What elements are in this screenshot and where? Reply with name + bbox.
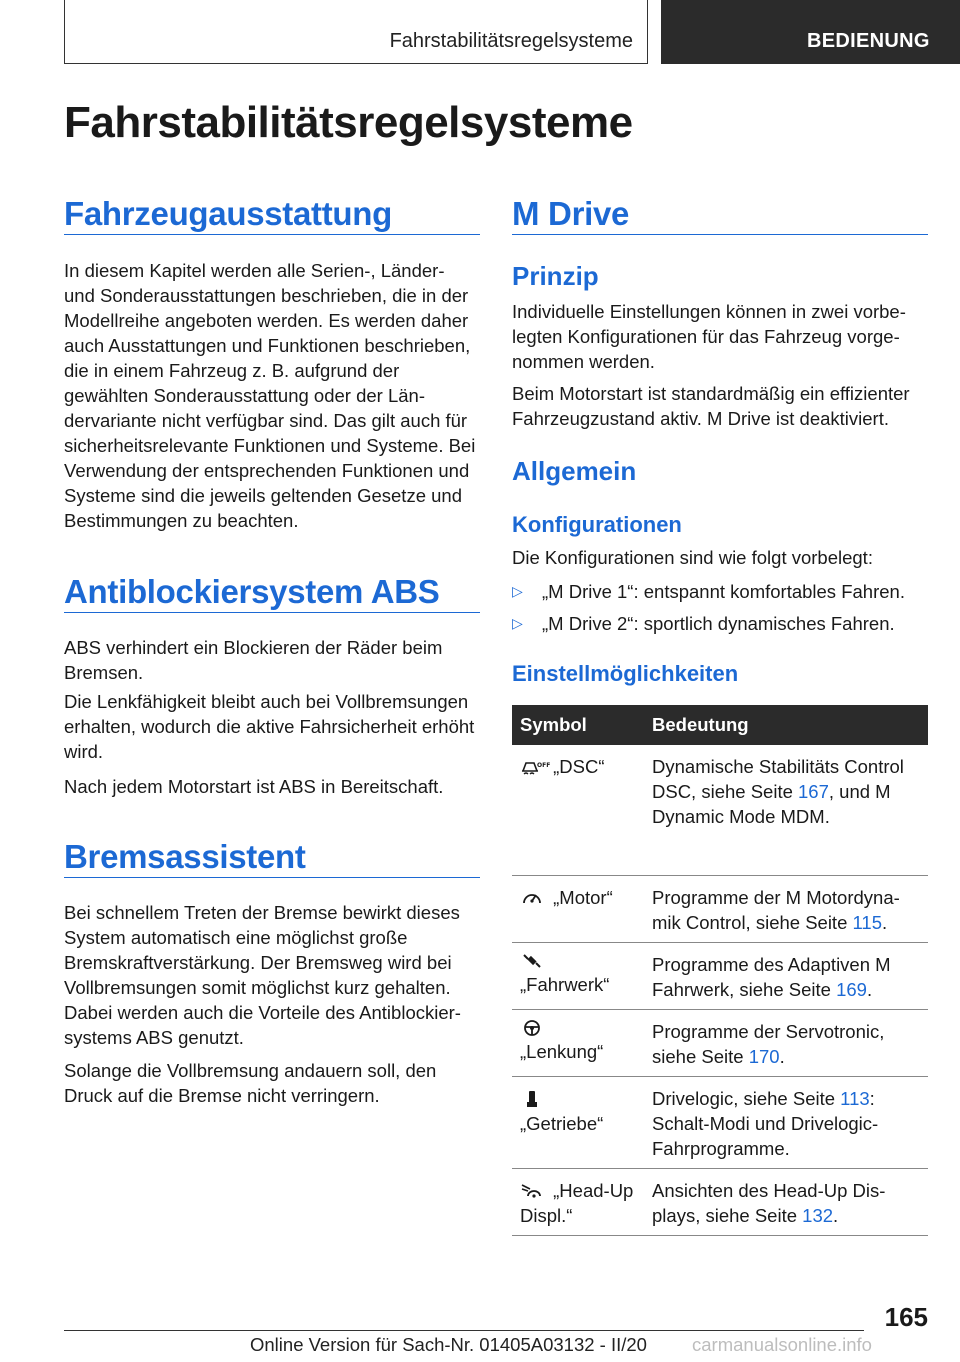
symbol-cell <box>512 1009 644 1076</box>
heading-rule <box>64 612 480 613</box>
footer-text: Online Version für Sach-Nr. 01405A03132 - II/20 <box>250 1334 647 1355</box>
heading-einstellmoeglichkeiten: Einstellmöglichkeiten <box>512 661 739 686</box>
paragraph-fahrzeugausstattung: In diesem Kapitel werden alle Serien-, Länder- und Sonderausstattungen beschrieben, die in der Modellreihe angeboten werden. Es werden daher auch Ausstattungen und Funktionen beschrieben, die in einem Fahrzeug z. B. aufgrund der gewählten Sonderausstattung oder der Ländervariante nicht verfügbar sind. Das gilt auch für sicherheitsrelevante Funktionen und Systeme. Bei Verwendung der entsprechenden Funktionen und Systeme sind die jeweils geltenden Gesetze und Bestimmungen zu beachten. <box>64 260 476 531</box>
footer-watermark: carmanualsonline.info <box>692 1334 872 1355</box>
header-chapter-label: BEDIENUNG <box>807 30 930 52</box>
paragraph-abs-2: Die Lenkfähigkeit bleibt auch bei Vollbremsungen erhalten, wodurch die aktive Fahrsicherheit erhöht wird. <box>64 691 475 762</box>
table-row <box>512 1009 928 1076</box>
list-item: ▷ „M Drive 1“: entspannt komfortables Fahren. <box>512 581 905 602</box>
meaning-cell: Dynamische Stabilitäts Control DSC, siehe Seite 167, und M Dynamic Mode MDM. <box>644 745 928 875</box>
column-header-symbol: Symbol <box>512 705 644 745</box>
table-header-row <box>512 705 928 745</box>
heading-abs: Antiblockiersystem ABS <box>64 573 440 610</box>
page-link[interactable]: 169 <box>836 978 867 1000</box>
head-up-display-icon <box>520 1182 544 1200</box>
list-item: ▷ „M Drive 2“: sportlich dynamisches Fahren. <box>512 613 895 634</box>
symbol-label: „Getriebe“ <box>520 1112 604 1134</box>
table-row <box>512 745 928 875</box>
symbol-cell <box>512 942 644 1009</box>
shock-absorber-icon <box>520 952 544 970</box>
page-link[interactable]: 170 <box>748 1045 780 1067</box>
paragraph-abs-1: ABS verhindert ein Blockieren der Räder beim Bremsen. <box>64 637 443 683</box>
heading-prinzip: Prinzip <box>512 261 599 291</box>
symbol-label: „Lenkung“ <box>520 1040 604 1062</box>
meaning-cell: Programme der Servotronic, siehe Seite 170. <box>644 1009 928 1076</box>
paragraph-konfig-intro: Die Konfigurationen sind wie folgt vorbelegt: <box>512 547 873 568</box>
settings-table <box>512 705 928 1236</box>
heading-rule <box>512 234 928 235</box>
meaning-cell: Drivelogic, siehe Seite 113: Schalt-Modi und Drivelogic-Fahrprogramme. <box>644 1076 928 1168</box>
table-row <box>512 875 928 942</box>
page-link[interactable]: 167 <box>798 781 829 802</box>
paragraph-brems-1: Bei schnellem Treten der Bremse bewirkt dieses System automatisch eine möglichst große Bremskraftverstärkung. Der Bremsweg wird bei Vollbremsungen somit möglichst kurz gehalten. Dabei werden auch die Vorteile des Antiblockiersystems ABS genutzt. <box>64 902 461 1048</box>
table-row <box>512 1168 928 1235</box>
dsc-off-icon <box>520 758 551 776</box>
triangle-bullet-icon: ▷ <box>512 615 523 631</box>
symbol-cell <box>512 1076 644 1168</box>
footer-rule <box>64 1330 864 1331</box>
symbol-cell <box>512 745 644 875</box>
symbol-label: „Motor“ <box>553 886 613 908</box>
symbol-label: „DSC“ <box>553 756 605 777</box>
column-header-meaning: Bedeutung <box>644 705 928 745</box>
motor-gauge-icon <box>520 889 544 907</box>
heading-fahrzeugausstattung: Fahrzeugausstattung <box>64 195 392 232</box>
paragraph-brems-2: Solange die Vollbremsung andauern soll, den Druck auf die Bremse nicht verringern. <box>64 1060 437 1106</box>
header-section-title: Fahrstabilitätsregelsysteme <box>389 30 633 52</box>
heading-allgemein: Allgemein <box>512 456 637 486</box>
page-link[interactable]: 113 <box>840 1087 870 1109</box>
meaning-cell: Programme des Adaptiven M Fahrwerk, siehe Seite 169. <box>644 942 928 1009</box>
table-row <box>512 1076 928 1168</box>
paragraph-prinzip-1: Individuelle Einstellungen können in zwei vorbelegten Konfigurationen für das Fahrzeug vorgenommen werden. <box>512 301 906 372</box>
meaning-cell: Ansichten des Head-Up Displays, siehe Seite 132. <box>644 1168 928 1235</box>
konfig-bullet-list <box>512 579 928 643</box>
page-link[interactable]: 115 <box>852 911 883 933</box>
table-row <box>512 942 928 1009</box>
symbol-cell <box>512 875 644 942</box>
symbol-label: „Head-Up Displ.“ <box>520 1179 634 1226</box>
heading-bremsassistent: Bremsassistent <box>64 838 306 875</box>
symbol-cell <box>512 1168 644 1235</box>
paragraph-abs-3: Nach jedem Motorstart ist ABS in Bereitschaft. <box>64 776 444 797</box>
header-chapter-tab <box>661 0 960 64</box>
gear-lever-icon <box>520 1090 544 1108</box>
page-title: Fahrstabilitätsregelsysteme <box>64 98 633 147</box>
header-section-box <box>64 0 648 64</box>
heading-m-drive: M Drive <box>512 195 630 232</box>
heading-rule <box>64 234 480 235</box>
paragraph-prinzip-2: Beim Motorstart ist standardmäßig ein effizienter Fahrzeugzustand aktiv. M Drive ist deaktiviert. <box>512 383 910 429</box>
svg-text:OFF: OFF <box>537 762 551 769</box>
heading-rule <box>64 877 480 878</box>
page-number: 165 <box>884 1302 928 1332</box>
symbol-label: „Fahrwerk“ <box>520 973 610 995</box>
steering-wheel-icon <box>520 1019 544 1037</box>
heading-konfigurationen: Konfigurationen <box>512 512 682 537</box>
page-link[interactable]: 132 <box>802 1204 834 1226</box>
meaning-cell: Programme der M Motordynamik Control, siehe Seite 115. <box>644 875 928 942</box>
triangle-bullet-icon: ▷ <box>512 583 523 599</box>
